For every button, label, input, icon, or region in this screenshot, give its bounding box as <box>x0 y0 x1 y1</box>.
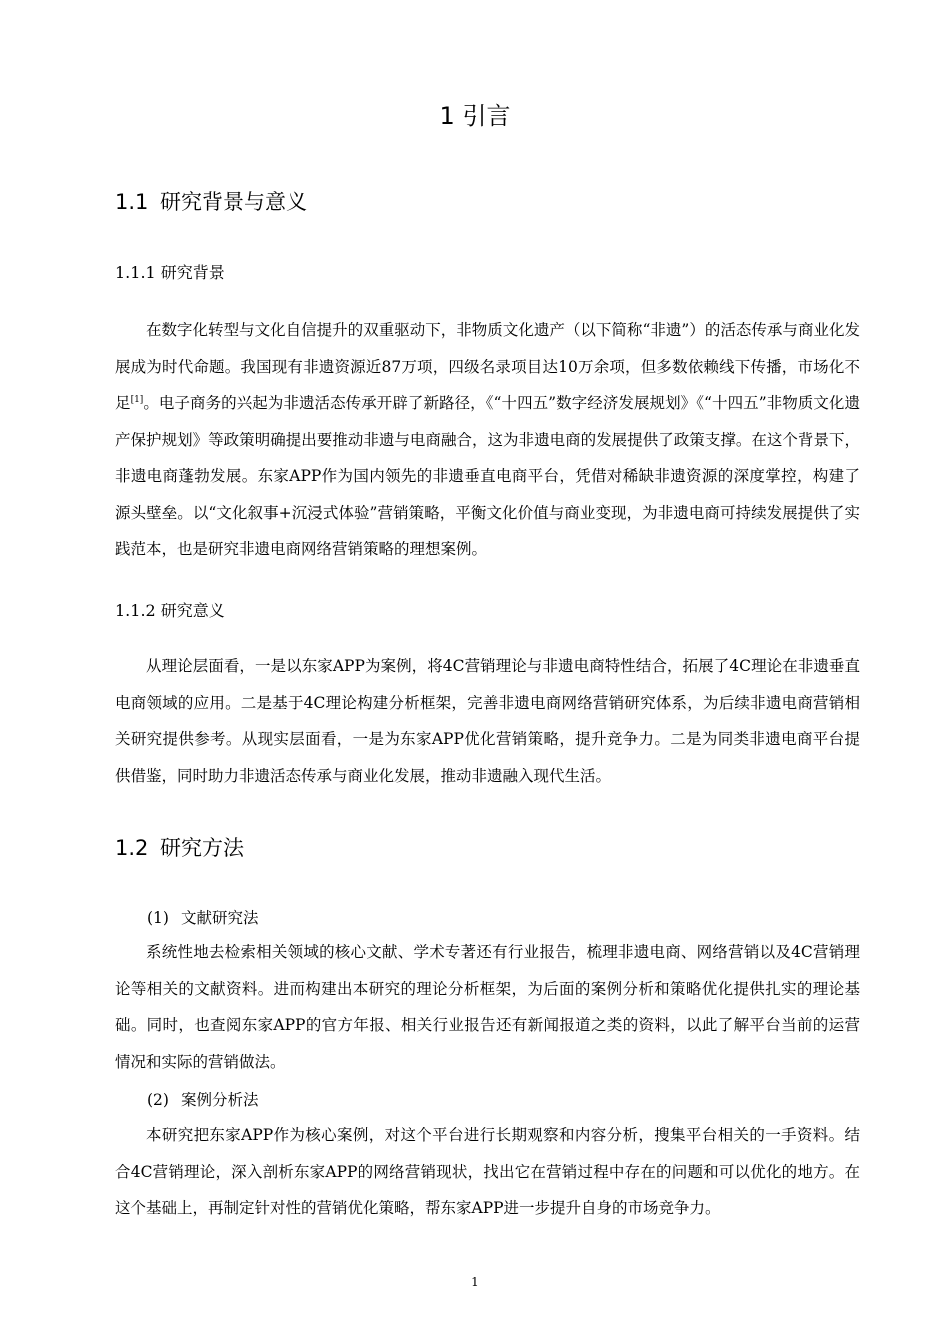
section-title: 研究背景与意义 <box>160 190 307 214</box>
paragraph-literature-method: 系统性地去检索相关领域的核心文献、学术专著还有行业报告，梳理非遗电商、网络营销以及4C营销理论等相关的文献资料。进而构建出本研究的理论分析框架，为后面的案例分析和策略优化提供扎实的理论基础。同时，也查阅东家APP的官方年报、相关行业报告还有新闻报道之类的资料，以此了解平台当前的运营情况和实际的营销做法。 <box>115 943 860 1071</box>
section-heading-1-2 <box>115 834 244 862</box>
method-label: 文献研究法 <box>181 909 259 927</box>
citation-ref: [1] <box>130 394 144 405</box>
method-number: (1) <box>147 909 169 927</box>
paragraph-case-method: 本研究把东家APP作为核心案例，对这个平台进行长期观察和内容分析，搜集平台相关的一手资料。结合4C营销理论，深入剖析东家APP的网络营销现状，找出它在营销过程中存在的问题和可以优化的地方。在这个基础上，再制定针对性的营销优化策略，帮东家APP进一步提升自身的市场竞争力。 <box>115 1126 860 1217</box>
paragraph-text-before-citation: 在数字化转型与文化自信提升的双重驱动下，非物质文化遗产（以下简称“非遗”）的活态传承与商业化发展成为时代命题。我国现有非遗资源近87万项，四级名录项目达10万余项，但多数依赖线下传播，市场化不足 <box>115 321 860 412</box>
paragraph-research-significance: 从理论层面看，一是以东家APP为案例，将4C营销理论与非遗电商特性结合，拓展了4C理论在非遗垂直电商领域的应用。二是基于4C理论构建分析框架，完善非遗电商网络营销研究体系，为后续非遗电商营销相关研究提供参考。从现实层面看，一是为东家APP优化营销策略，提升竞争力。二是为同类非遗电商平台提供借鉴，同时助力非遗活态传承与商业化发展，推动非遗融入现代生活。 <box>115 657 860 785</box>
subsection-heading-1-1-1: 1.1.1 研究背景 <box>115 263 225 282</box>
page-number: 1 <box>471 1275 479 1289</box>
section-number: 1.2 <box>115 836 149 860</box>
section-number: 1.1 <box>115 190 149 214</box>
subsection-heading-1-1-2: 1.1.2 研究意义 <box>115 601 225 620</box>
method-item-2 <box>147 1089 259 1111</box>
paragraph-text-after-citation: 。电子商务的兴起为非遗活态传承开辟了新路径，《“十四五”数字经济发展规划》《“十四五”非物质文化遗产保护规划》等政策明确提出要推动非遗与电商融合，这为非遗电商的发展提供了政策支撑。在这个背景下，非遗电商蓬勃发展。东家APP作为国内领先的非遗垂直电商平台，凭借对稀缺非遗资源的深度掌控，构建了源头壁垒。以“文化叙事+沉浸式体验”营销策略，平衡文化价值与商业变现，为非遗电商可持续发展提供了实践范本，也是研究非遗电商网络营销策略的理想案例。 <box>115 394 860 558</box>
chapter-title: 1 引言 <box>439 102 511 130</box>
method-label: 案例分析法 <box>181 1091 259 1109</box>
method-item-1 <box>147 907 259 929</box>
paragraph-research-background <box>115 312 860 568</box>
section-title: 研究方法 <box>160 836 244 860</box>
section-heading-1-1 <box>115 188 307 216</box>
method-number: (2) <box>147 1091 169 1109</box>
